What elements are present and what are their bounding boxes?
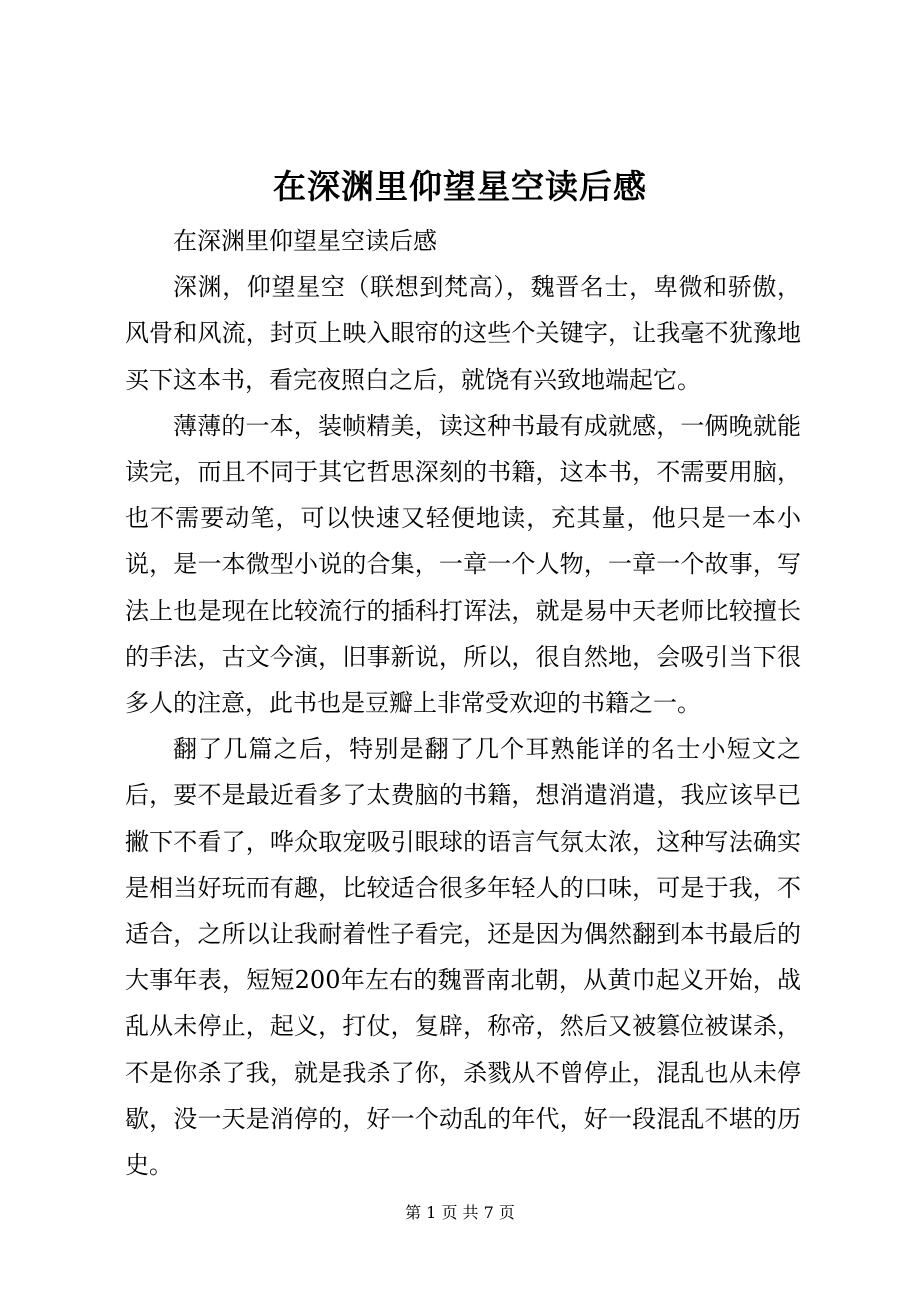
paragraph: 翻了几篇之后，特别是翻了几个耳熟能详的名士小短文之后，要不是最近看多了太费脑的书籍，想消遣消遣，我应该早已撇下不看了，哗众取宠吸引眼球的语言气氛太浓，这种写法确实是相当好玩而有趣，比较适合很多年轻人的口味，可是于我，不适合，之所以让我耐着性子看完，还是因为偶然翻到本书最后的大事年表，短短200年左右的魏晋南北朝，从黄巾起义开始，战乱从未停止，起义，打仗，复辟，称帝，然后又被篡位被谋杀，不是你杀了我，就是我杀了你，杀戮从不曾停止，混乱也从未停歇，没一天是消停的，好一个动乱的年代，好一段混乱不堪的历史。 [125,735,801,1180]
document-body [125,218,801,1188]
document-title: 在深渊里仰望星空读后感 [273,167,647,206]
paragraph: 在深渊里仰望星空读后感 [173,227,437,255]
paragraph: 深渊，仰望星空（联想到梵高），魏晋名士，卑微和骄傲，风骨和风流，封页上映入眼帘的这些个关键字，让我毫不犹豫地买下这本书，看完夜照白之后，就饶有兴致地端起它。 [125,273,801,394]
paragraph: 薄薄的一本，装帧精美，读这种书最有成就感，一俩晚就能读完，而且不同于其它哲思深刻的书籍，这本书，不需要用脑，也不需要动笔，可以快速又轻便地读，充其量，他只是一本小说，是一本微型小说的合集，一章一个人物，一章一个故事，写法上也是现在比较流行的插科打诨法，就是易中天老师比较擅长的手法，古文今演，旧事新说，所以，很自然地，会吸引当下很多人的注意，此书也是豆瓣上非常受欢迎的书籍之一。 [125,411,801,718]
page-footer: 第 1 页 共 7 页 [405,1203,515,1222]
